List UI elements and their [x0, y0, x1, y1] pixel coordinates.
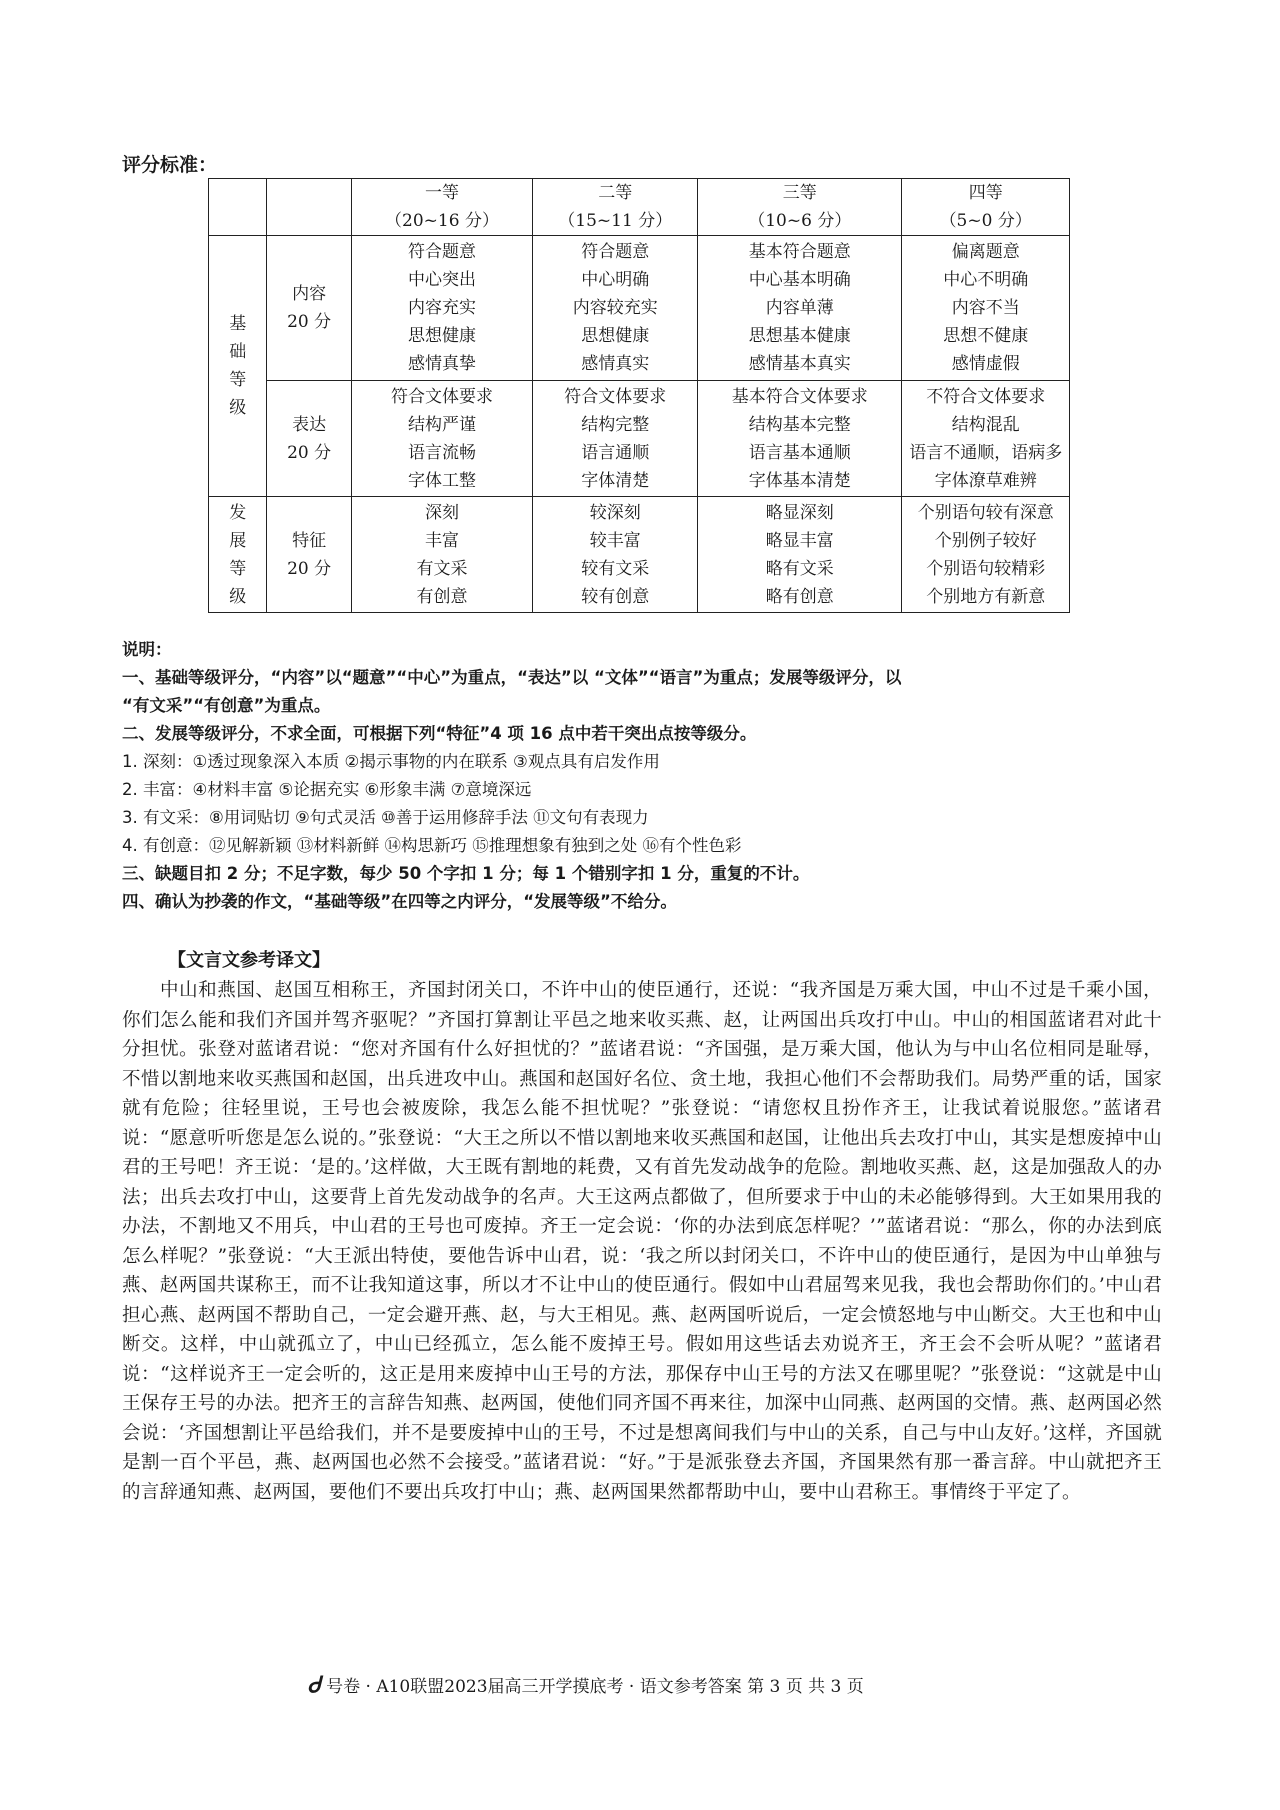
sub-label-features: 特征 20 分 — [267, 497, 351, 613]
sub-label-expression: 表达 20 分 — [267, 381, 351, 497]
footer-logo-text: 号卷 — [326, 1677, 361, 1697]
cell: 基本符合文体要求 结构基本完整 语言基本通顺 字体基本清楚 — [698, 381, 902, 497]
table-row-content — [209, 236, 1070, 381]
header-grade-3: 三等 （10~6 分） — [698, 179, 902, 236]
cell: 深刻 丰富 有文采 有创意 — [351, 497, 533, 613]
cell: 符合题意 中心明确 内容较充实 思想健康 感情真实 — [533, 236, 698, 381]
logo-icon: Ꮷ — [308, 1672, 321, 1698]
table-header-row — [209, 179, 1070, 236]
note-item: 四、确认为抄袭的作文，“基础等级”在四等之内评分，“发展等级”不给分。 — [122, 892, 677, 911]
cell: 略显深刻 略显丰富 略有文采 略有创意 — [698, 497, 902, 613]
cell: 基本符合题意 中心基本明确 内容单薄 思想基本健康 感情基本真实 — [698, 236, 902, 381]
header-grade-1: 一等 （20~16 分） — [351, 179, 533, 236]
cell: 符合文体要求 结构严谨 语言流畅 字体工整 — [351, 381, 533, 497]
cell: 较深刻 较丰富 较有文采 较有创意 — [533, 497, 698, 613]
group-label-development: 发 展 等 级 — [209, 497, 267, 613]
page-footer — [308, 1672, 864, 1698]
note-item: 4. 有创意：⑫见解新颖 ⑬材料新鲜 ⑭构思新巧 ⑮推理想象有独到之处 ⑯有个性色彩 — [122, 836, 742, 855]
translation-body: 中山和燕国、赵国互相称王，齐国封闭关口，不许中山的使臣通行，还说：“我齐国是万乘大国，中山不过是千乘小国，你们怎么能和我们齐国并驾齐驱呢？”齐国打算割让平邑之地来收买燕、赵，让两国出兵攻打中山。中山的相国蓝诸君对此十分担忧。张登对蓝诸君说：“您对齐国有什么好担忧的？”蓝诸君说：“齐国强，是万乘大国，他认为与中山名位相同是耻辱，不惜以割地来收买燕国和赵国，出兵进攻中山。燕国和赵国好名位、贪土地，我担心他们不会帮助我们。局势严重的话，国家就有危险；往轻里说，王号也会被废除，我怎么能不担忧呢？”张登说：“请您权且扮作齐王，让我试着说服您。”蓝诸君说：“愿意听听您是怎么说的。”张登说：“大王之所以不惜以割地来收买燕国和赵国，让他出兵去攻打中山，其实是想废掉中山君的王号吧！齐王说：‘是的。’这样做，大王既有割地的耗费，又有首先发动战争的危险。割地收买燕、赵，这是加强敌人的办法；出兵去攻打中山，这要背上首先发动战争的名声。大王这两点都做了，但所要求于中山的未必能够得到。大王如果用我的办法，不割地又不用兵，中山君的王号也可废掉。齐王一定会说：‘你的办法到底怎样呢？’”蓝诸君说：“那么，你的办法到底怎么样呢？”张登说：“大王派出特使，要他告诉中山君，说：‘我之所以封闭关口，不许中山的使臣通行，是因为中山单独与燕、赵两国共谋称王，而不让我知道这事，所以才不让中山的使臣通行。假如中山君屈驾来见我，我也会帮助你们的。’中山君担心燕、赵两国不帮助自己，一定会避开燕、赵，与大王相见。燕、赵两国听说后，一定会愤怒地与中山断交。大王也和中山断交。这样，中山就孤立了，中山已经孤立，怎么能不废掉王号。假如用这些话去劝说齐王，齐王会不会听从呢？”蓝诸君说：“这样说齐王一定会听的，这正是用来废掉中山王号的方法，那保存中山王号的方法又在哪里呢？”张登说：“这就是中山王保存王号的办法。把齐王的言辞告知燕、赵两国，使他们同齐国不再来往，加深中山同燕、赵两国的交情。燕、赵两国必然会说：‘齐国想割让平邑给我们，并不是要废掉中山的王号，不过是想离间我们与中山的关系，自己与中山友好。’这样，齐国就是割一百个平邑，燕、赵两国也必然不会接受。”蓝诸君说：“好。”于是派张登去齐国，齐国果然有那一番言辞。中山就把齐王的言辞通知燕、赵两国，要他们不要出兵攻打中山；燕、赵两国果然都帮助中山，要中山君称王。事情终于平定了。 — [122, 980, 1162, 1503]
header-grade-2: 二等 （15~11 分） — [533, 179, 698, 236]
note-item: 2. 丰富：④材料丰富 ⑤论据充实 ⑥形象丰满 ⑦意境深远 — [122, 780, 532, 799]
sub-label-content: 内容 20 分 — [267, 236, 351, 381]
translation-section — [122, 946, 1162, 1507]
section-title: 评分标准： — [122, 154, 218, 176]
notes-title: 说明： — [122, 640, 172, 659]
header-grade-4: 四等 （5~0 分） — [902, 179, 1070, 236]
scoring-notes — [122, 636, 1162, 916]
cell: 符合文体要求 结构完整 语言通顺 字体清楚 — [533, 381, 698, 497]
group-label-basic: 基 础 等 级 — [209, 236, 267, 497]
note-item: 3. 有文采：⑧用词贴切 ⑨句式灵活 ⑩善于运用修辞手法 ⑪文句有表现力 — [122, 808, 649, 827]
note-item: “有文采”“有创意”为重点。 — [122, 696, 331, 715]
note-item: 1. 深刻：①透过现象深入本质 ②揭示事物的内在联系 ③观点具有启发作用 — [122, 752, 660, 771]
note-item: 一、基础等级评分，“内容”以“题意”“中心”为重点，“表达”以 “文体”“语言”为重点；发展等级评分，以 — [122, 668, 902, 687]
note-item: 二、发展等级评分，不求全面，可根据下列“特征”4 项 16 点中若干突出点按等级分。 — [122, 724, 757, 743]
table-row-features — [209, 497, 1070, 613]
grading-table — [208, 178, 1070, 613]
note-item: 三、缺题目扣 2 分；不足字数，每少 50 个字扣 1 分；每 1 个错别字扣 1 分，重复的不计。 — [122, 864, 810, 883]
cell: 偏离题意 中心不明确 内容不当 思想不健康 感情虚假 — [902, 236, 1070, 381]
cell: 符合题意 中心突出 内容充实 思想健康 感情真挚 — [351, 236, 533, 381]
translation-title: 【文言文参考译文】 — [168, 950, 330, 971]
cell: 不符合文体要求 结构混乱 语言不通顺，语病多 字体潦草难辨 — [902, 381, 1070, 497]
cell: 个别语句较有深意 个别例子较好 个别语句较精彩 个别地方有新意 — [902, 497, 1070, 613]
table-row-expression — [209, 381, 1070, 497]
footer-text: · A10联盟2023届高三开学摸底考 · 语文参考答案 第 3 页 共 3 页 — [365, 1677, 864, 1697]
